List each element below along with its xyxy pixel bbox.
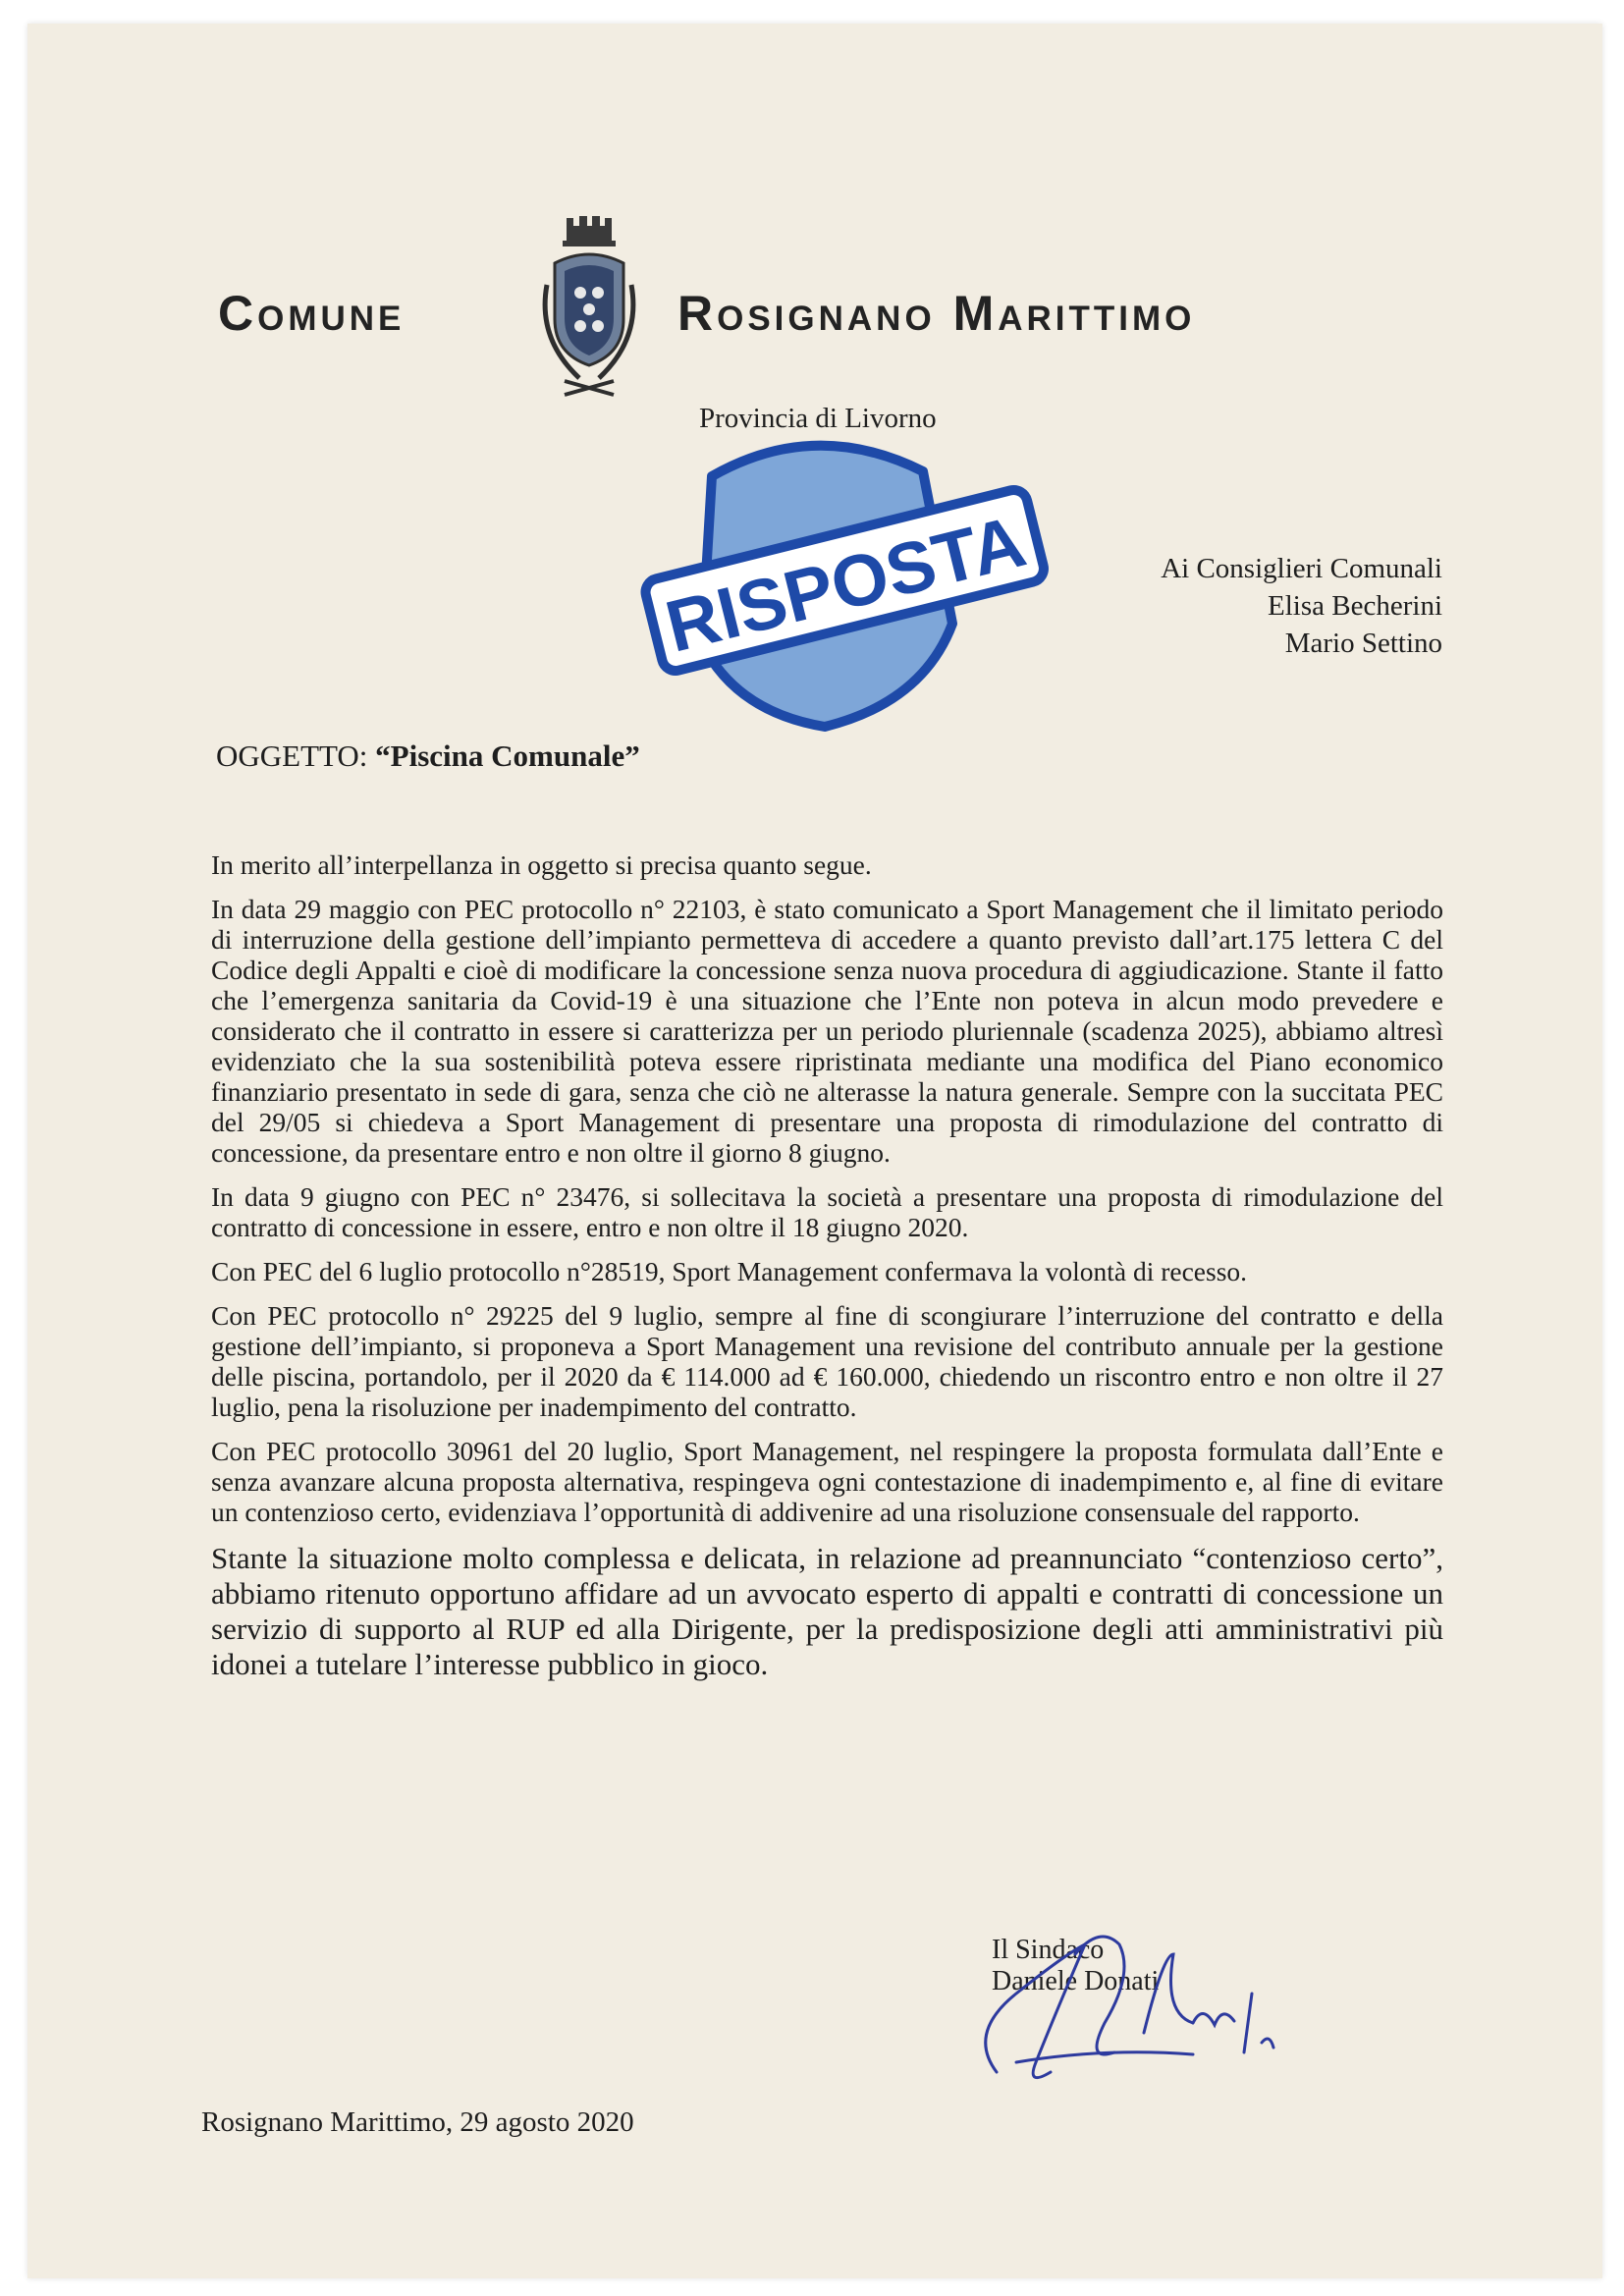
letterhead-right-word: Rosignano Marittimo	[677, 286, 1196, 341]
signature-name: Daniele Donati	[992, 1966, 1160, 1996]
province-line: Provincia di Livorno	[699, 403, 937, 434]
body-paragraph: Con PEC del 6 luglio protocollo n°28519, Sport Management confermava la volontà di recesso.	[211, 1256, 1248, 1286]
subject-value: “Piscina Comunale”	[375, 738, 640, 773]
coat-of-arms-icon	[525, 216, 653, 403]
recipients-block	[1161, 550, 1442, 662]
body-paragraph: Con PEC protocollo 30961 del 20 luglio, Sport Management, nel respingere la proposta formulata dall’Ente e senza avanzare alcuna proposta alternativa, respingeva ogni contestazione di inadempimento e, al fine di evitare un contenzioso certo, evidenziava l’opportunità di addivenire ad una risoluzione consensuale del rapporto.	[211, 1436, 1443, 1527]
body-paragraph: In data 9 giugno con PEC n° 23476, si sollecitava la società a presentare una proposta di rimodulazione del contratto di concessione in essere, entro e non oltre il 18 giugno 2020.	[211, 1181, 1443, 1242]
body-paragraph: In data 29 maggio con PEC protocollo n° 22103, è stato comunicato a Sport Management che il limitato periodo di interruzione della gestione dell’impianto permetteva di accedere a quanto previsto dall’art.175 lettera C del Codice degli Appalti e cioè di modificare la concessione senza nuova procedura di aggiudicazione. Stante il fatto che l’emergenza sanitaria da Covid-19 è una situazione che l’Ente non poteva in alcun modo prevedere e considerato che il contratto in essere si caratterizza per un periodo pluriennale (scadenza 2025), abbiamo altresì evidenziato che la sua sostenibilità poteva essere ripristinata mediante una modifica del Piano economico finanziario presentato in sede di gara, senza che ciò ne alterasse la natura generale. Sempre con la succitata PEC del 29/05 si chiedeva a Sport Management di presentare una proposta di rimodulazione del contratto di concessione, da presentare entro e non oltre il giorno 8 giugno.	[211, 894, 1443, 1168]
closing-paragraph: Stante la situazione molto complessa e delicata, in relazione ad preannunciato “contenzioso certo”, abbiamo ritenuto opportuno affidare ad un avvocato esperto di appalti e contratti di concessione un servizio di supporto al RUP ed alla Dirigente, per la predisposizione degli atti amministrativi più idonei a tutelare l’interesse pubblico in gioco.	[211, 1541, 1443, 1681]
handwritten-signature	[957, 1915, 1311, 2111]
stamp-text: RISPOSTA	[658, 500, 1033, 668]
recipient-line: Elisa Becherini	[1268, 590, 1442, 622]
letterhead-left-word: Comune	[218, 286, 406, 341]
letterhead	[0, 216, 1624, 393]
place-and-date: Rosignano Marittimo, 29 agosto 2020	[201, 2106, 634, 2138]
risposta-stamp	[628, 417, 1060, 732]
subject-label: OGGETTO:	[216, 738, 368, 773]
subject-line	[216, 738, 640, 774]
body-paragraph: Con PEC protocollo n° 29225 del 9 luglio, sempre al fine di scongiurare l’interruzione del contratto e della gestione dell’impianto, si proponeva a Sport Management una revisione del contributo annuale per la gestione delle piscina, portandolo, per il 2020 da € 114.000 ad € 160.000, chiedendo un riscontro entro e non oltre il 27 luglio, pena la risoluzione per inadempimento del contratto.	[211, 1300, 1443, 1422]
signature-role: Il Sindaco	[992, 1935, 1105, 1965]
letter-body	[211, 849, 1443, 1696]
recipient-line: Mario Settino	[1284, 628, 1442, 659]
recipient-line: Ai Consiglieri Comunali	[1161, 553, 1442, 584]
body-paragraph: In merito all’interpellanza in oggetto si precisa quanto segue.	[211, 849, 872, 880]
